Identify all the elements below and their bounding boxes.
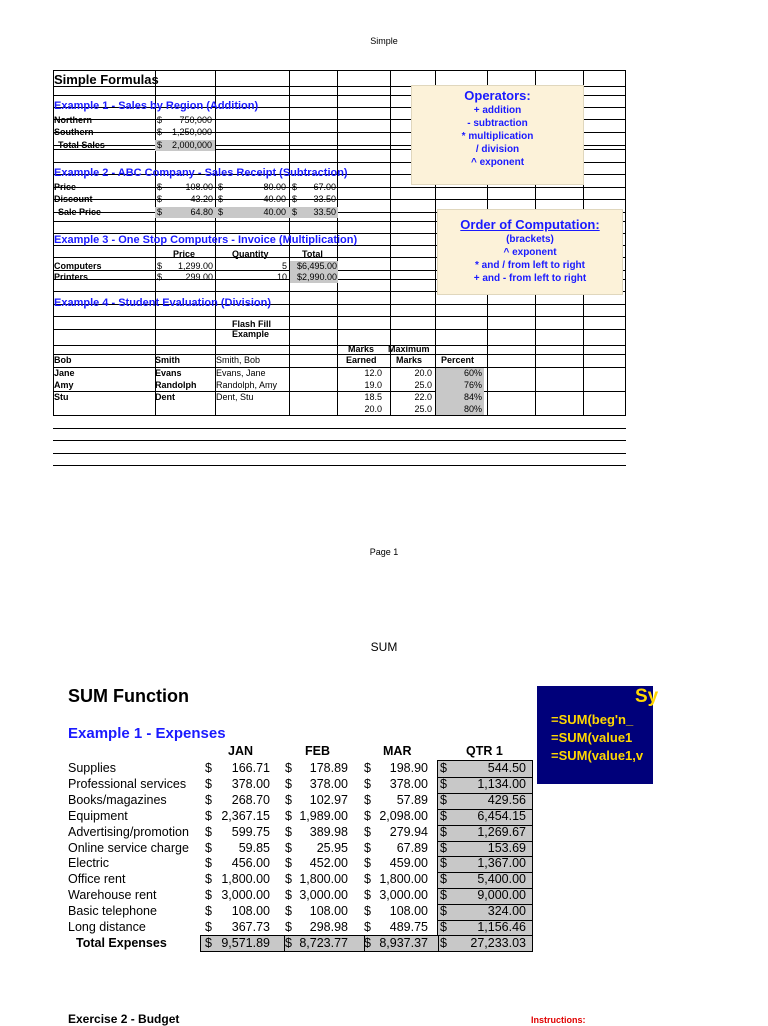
currency-symbol: $: [205, 840, 212, 855]
page-header: Simple: [370, 36, 398, 46]
amount-jan: 108.00: [231, 904, 270, 919]
currency-symbol: $: [364, 776, 371, 791]
currency-symbol: $: [157, 140, 163, 150]
value-cell: 64.80: [190, 207, 213, 217]
amount-feb: 178.89: [309, 761, 348, 775]
quantity-cell: 10: [276, 272, 287, 282]
grid-hline: [53, 316, 626, 317]
grid-hline: [53, 345, 626, 346]
currency-symbol: $: [440, 792, 447, 807]
marks-earned-cell: 12.0: [364, 368, 382, 378]
col-total: Total: [302, 249, 323, 259]
currency-symbol: $: [157, 127, 163, 137]
flash-fill-cell: Randolph, Amy: [216, 380, 278, 390]
currency-symbol: $: [440, 872, 447, 887]
max-marks-cell: 25.0: [414, 380, 432, 390]
total-cell: $2,990.00: [296, 272, 337, 282]
currency-symbol: $: [157, 194, 163, 204]
expense-row: [0, 904, 540, 920]
page-header-sum: SUM: [370, 640, 398, 654]
percent-cell: 76%: [463, 380, 482, 390]
first-name-cell: Bob: [54, 355, 72, 365]
grid-hline: [53, 428, 626, 429]
currency-symbol: $: [285, 776, 292, 791]
example3-heading: Example 3 - One Stop Computers - Invoice (Multiplication): [54, 234, 358, 246]
syntax-line: =SUM(value1,v: [551, 748, 644, 763]
amount-mar: 459.00: [389, 856, 428, 871]
amount-feb: 1,989.00: [299, 808, 348, 823]
currency-symbol: $: [205, 872, 212, 887]
col-maximum: Maximum: [388, 344, 430, 354]
amount-jan: 59.85: [238, 840, 270, 855]
amount-mar: 3,000.00: [379, 888, 428, 903]
order-line: (brackets): [506, 234, 554, 245]
currency-symbol: $: [440, 856, 447, 871]
operator-line: - subtraction: [467, 118, 528, 129]
amount-feb: 452.00: [309, 856, 348, 871]
row-label: Northern: [54, 115, 92, 125]
amount-qtr: 9,000.00: [477, 888, 526, 903]
price-cell: 299.00: [185, 272, 213, 282]
first-name-cell: Stu: [54, 392, 69, 402]
currency-symbol: $: [364, 856, 371, 871]
value-cell: 67.00: [313, 182, 336, 192]
sum-function-title: SUM Function: [68, 686, 189, 706]
instructions-label: Instructions:: [531, 1015, 586, 1025]
amount-jan: 456.00: [231, 856, 270, 871]
amount-feb: 1,800.00: [299, 872, 348, 887]
expense-label: Online service charge: [68, 840, 189, 855]
amount-mar: 279.94: [389, 824, 428, 839]
currency-symbol: $: [292, 207, 298, 217]
currency-symbol: $: [205, 856, 212, 871]
currency-symbol: $: [364, 792, 371, 807]
percent-cell: 60%: [463, 368, 482, 378]
currency-symbol: $: [285, 840, 292, 855]
expense-label: Electric: [68, 856, 109, 871]
grid-vline: [625, 70, 626, 416]
amount-mar: 489.75: [389, 920, 428, 934]
currency-symbol: $: [205, 808, 212, 823]
price-cell: 1,299.00: [177, 261, 213, 271]
max-marks-cell: 25.0: [414, 404, 432, 414]
grid-hline: [53, 465, 626, 466]
amount-feb: 3,000.00: [299, 888, 348, 903]
flash-fill-cell: Smith, Bob: [216, 355, 261, 365]
grid-hline: [53, 415, 626, 416]
currency-symbol: $: [364, 936, 371, 950]
amount-qtr: 544.50: [487, 761, 526, 775]
currency-symbol: $: [218, 194, 224, 204]
expense-label: Equipment: [68, 808, 128, 823]
amount-jan: 378.00: [231, 776, 270, 791]
amount-jan: 2,367.15: [221, 808, 270, 823]
currency-symbol: $: [364, 920, 371, 934]
amount-qtr: 5,400.00: [477, 872, 526, 887]
amount-qtr: 27,233.03: [470, 936, 526, 950]
currency-symbol: $: [440, 761, 447, 775]
grid-hline: [53, 70, 626, 71]
expense-label: Basic telephone: [68, 904, 157, 919]
syntax-line: =SUM(value1: [551, 730, 633, 745]
operator-line: * multiplication: [461, 131, 534, 142]
expense-label: Office rent: [68, 872, 126, 887]
currency-symbol: $: [205, 792, 212, 807]
page-footer: Page 1: [369, 547, 399, 557]
expense-row: [0, 888, 540, 904]
value-cell: 108.00: [185, 182, 213, 192]
total-label: Total Expenses: [76, 936, 167, 950]
operator-line: + addition: [473, 105, 522, 116]
currency-symbol: $: [157, 272, 163, 282]
amount-feb: 8,723.77: [299, 936, 348, 950]
amount-feb: 102.97: [309, 792, 348, 807]
value-cell: 33.50: [313, 194, 336, 204]
amount-jan: 367.73: [231, 920, 270, 934]
example1-heading: Example 1 - Sales by Region (Addition): [54, 100, 259, 112]
currency-symbol: $: [440, 824, 447, 839]
amount-mar: 108.00: [389, 904, 428, 919]
value-cell: 750,000: [179, 115, 212, 125]
row-label: Discount: [54, 194, 93, 204]
value-cell: 40.00: [263, 194, 286, 204]
grid-vline: [390, 70, 391, 416]
amount-mar: 378.00: [389, 776, 428, 791]
value-cell: 40.00: [263, 207, 286, 217]
amount-qtr: 1,367.00: [477, 856, 526, 871]
currency-symbol: $: [205, 761, 212, 775]
currency-symbol: $: [285, 936, 292, 950]
marks-earned-cell: 19.0: [364, 380, 382, 390]
currency-symbol: $: [157, 182, 163, 192]
last-name-cell: Smith: [155, 355, 181, 365]
quantity-cell: 5: [281, 261, 287, 271]
order-line: * and / from left to right: [475, 260, 585, 271]
grid-hline: [53, 199, 626, 200]
col-flash-fill: Flash Fill: [232, 319, 272, 329]
currency-symbol: $: [364, 808, 371, 823]
amount-feb: 389.98: [309, 824, 348, 839]
expense-row: [0, 777, 540, 793]
currency-symbol: $: [440, 936, 447, 950]
amount-jan: 3,000.00: [221, 888, 270, 903]
currency-symbol: $: [292, 194, 298, 204]
grid-hline: [53, 329, 626, 330]
operators-title: Operators:: [464, 88, 531, 103]
row-label: Computers: [54, 261, 102, 271]
amount-jan: 9,571.89: [221, 936, 270, 950]
amount-mar: 2,098.00: [379, 808, 428, 823]
expense-row: [0, 872, 540, 888]
col-max-marks: Marks: [396, 355, 423, 365]
expense-row: [0, 825, 540, 841]
amount-qtr: 6,454.15: [477, 808, 526, 823]
max-marks-cell: 20.0: [414, 368, 432, 378]
currency-symbol: $: [205, 936, 212, 950]
currency-symbol: $: [440, 920, 447, 934]
expense-row: [0, 856, 540, 872]
amount-qtr: 429.56: [487, 792, 526, 807]
value-cell: 2,000,000: [171, 140, 212, 150]
grid-hline: [53, 453, 626, 454]
amount-feb: 378.00: [309, 776, 348, 791]
expenses-heading: Example 1 - Expenses: [68, 725, 226, 742]
amount-qtr: 1,156.46: [477, 920, 526, 934]
currency-symbol: $: [205, 824, 212, 839]
example2-heading: Example 2 - ABC Company - Sales Receipt (Subtraction): [54, 167, 348, 179]
expense-label: Books/magazines: [68, 792, 167, 807]
expense-label: Long distance: [68, 920, 146, 934]
expense-label: Warehouse rent: [68, 888, 157, 903]
marks-earned-cell: 18.5: [364, 392, 382, 402]
example4-heading: Example 4 - Student Evaluation (Division): [54, 297, 271, 309]
currency-symbol: $: [440, 904, 447, 919]
currency-symbol: $: [440, 888, 447, 903]
col-earned: Earned: [346, 355, 377, 365]
amount-feb: 298.98: [309, 920, 348, 934]
expense-row: [0, 793, 540, 809]
expense-row: [0, 920, 540, 936]
currency-symbol: $: [157, 115, 163, 125]
operators-box: [411, 85, 584, 185]
syntax-box: [537, 686, 659, 784]
first-name-cell: Amy: [54, 380, 74, 390]
currency-symbol: $: [285, 904, 292, 919]
currency-symbol: $: [218, 182, 224, 192]
flash-fill-cell: Evans, Jane: [216, 368, 266, 378]
percent-cell: 84%: [463, 392, 482, 402]
last-name-cell: Evans: [155, 368, 182, 378]
grid-hline: [53, 187, 626, 188]
percent-cell: 80%: [463, 404, 482, 414]
expense-label: Professional services: [68, 776, 187, 791]
col-price: Price: [173, 249, 196, 259]
currency-symbol: $: [285, 872, 292, 887]
marks-earned-cell: 20.0: [364, 404, 382, 414]
last-name-cell: Dent: [155, 392, 175, 402]
total-row: [0, 936, 540, 952]
max-marks-cell: 22.0: [414, 392, 432, 402]
amount-jan: 599.75: [231, 824, 270, 839]
value-cell: 33.50: [313, 207, 336, 217]
expense-row: [0, 761, 540, 777]
order-title: Order of Computation:: [460, 217, 600, 232]
amount-qtr: 324.00: [487, 904, 526, 919]
currency-symbol: $: [285, 856, 292, 871]
currency-symbol: $: [440, 840, 447, 855]
col-feb: FEB: [305, 744, 330, 758]
col-quantity: Quantity: [232, 249, 269, 259]
order-line: + and - from left to right: [473, 273, 587, 284]
currency-symbol: $: [285, 824, 292, 839]
grid-hline: [53, 354, 626, 355]
value-cell: 1,250,000: [171, 127, 212, 137]
expense-row: [0, 841, 540, 857]
currency-symbol: $: [292, 182, 298, 192]
operator-line: ^ exponent: [470, 157, 525, 168]
sheet-title: Simple Formulas: [54, 72, 159, 87]
syntax-line: =SUM(beg'n_: [551, 712, 634, 727]
expense-label: Advertising/promotion: [68, 824, 189, 839]
col-flash-example: Example: [232, 329, 270, 339]
expense-label: Supplies: [68, 761, 116, 775]
row-label: Total Sales: [58, 140, 105, 150]
amount-mar: 67.89: [396, 840, 428, 855]
currency-symbol: $: [285, 808, 292, 823]
row-label: Southern: [54, 127, 94, 137]
currency-symbol: $: [285, 761, 292, 775]
amount-feb: 108.00: [309, 904, 348, 919]
currency-symbol: $: [157, 261, 163, 271]
total-cell: $6,495.00: [296, 261, 337, 271]
amount-qtr: 1,269.67: [477, 824, 526, 839]
currency-symbol: $: [157, 207, 163, 217]
amount-mar: 1,800.00: [379, 872, 428, 887]
currency-symbol: $: [364, 904, 371, 919]
currency-symbol: $: [364, 761, 371, 775]
currency-symbol: $: [285, 888, 292, 903]
value-cell: 80.00: [263, 182, 286, 192]
order-of-computation-box: [437, 209, 623, 295]
order-line: ^ exponent: [503, 247, 557, 258]
amount-jan: 268.70: [231, 792, 270, 807]
amount-jan: 1,800.00: [221, 872, 270, 887]
amount-qtr: 153.69: [487, 840, 526, 855]
row-label: Price: [54, 182, 77, 192]
amount-mar: 57.89: [396, 792, 428, 807]
currency-symbol: $: [364, 824, 371, 839]
currency-symbol: $: [364, 888, 371, 903]
amount-mar: 8,937.37: [379, 936, 428, 950]
currency-symbol: $: [440, 808, 447, 823]
currency-symbol: $: [285, 792, 292, 807]
currency-symbol: $: [440, 776, 447, 791]
currency-symbol: $: [364, 840, 371, 855]
col-jan: JAN: [228, 744, 254, 758]
amount-qtr: 1,134.00: [477, 776, 526, 791]
amount-feb: 25.95: [316, 840, 348, 855]
currency-symbol: $: [285, 920, 292, 934]
value-cell: 43.20: [190, 194, 213, 204]
col-qtr1: QTR 1: [466, 744, 503, 758]
col-percent: Percent: [441, 355, 475, 365]
exercise2-heading: Exercise 2 - Budget: [68, 1012, 180, 1026]
col-mar: MAR: [383, 744, 412, 758]
syntax-title: Sy: [635, 686, 659, 707]
currency-symbol: $: [205, 888, 212, 903]
amount-jan: 166.71: [231, 761, 270, 775]
col-marks: Marks: [348, 344, 375, 354]
row-label: Printers: [54, 272, 89, 282]
currency-symbol: $: [364, 872, 371, 887]
amount-mar: 198.90: [389, 761, 428, 775]
last-name-cell: Randolph: [155, 380, 197, 390]
grid-hline: [53, 440, 626, 441]
operator-line: / division: [475, 144, 520, 155]
currency-symbol: $: [218, 207, 224, 217]
expense-row: [0, 809, 540, 825]
currency-symbol: $: [205, 920, 212, 934]
flash-fill-cell: Dent, Stu: [216, 392, 254, 402]
currency-symbol: $: [205, 776, 212, 791]
currency-symbol: $: [205, 904, 212, 919]
row-label: Sale Price: [58, 207, 102, 217]
first-name-cell: Jane: [54, 368, 75, 378]
